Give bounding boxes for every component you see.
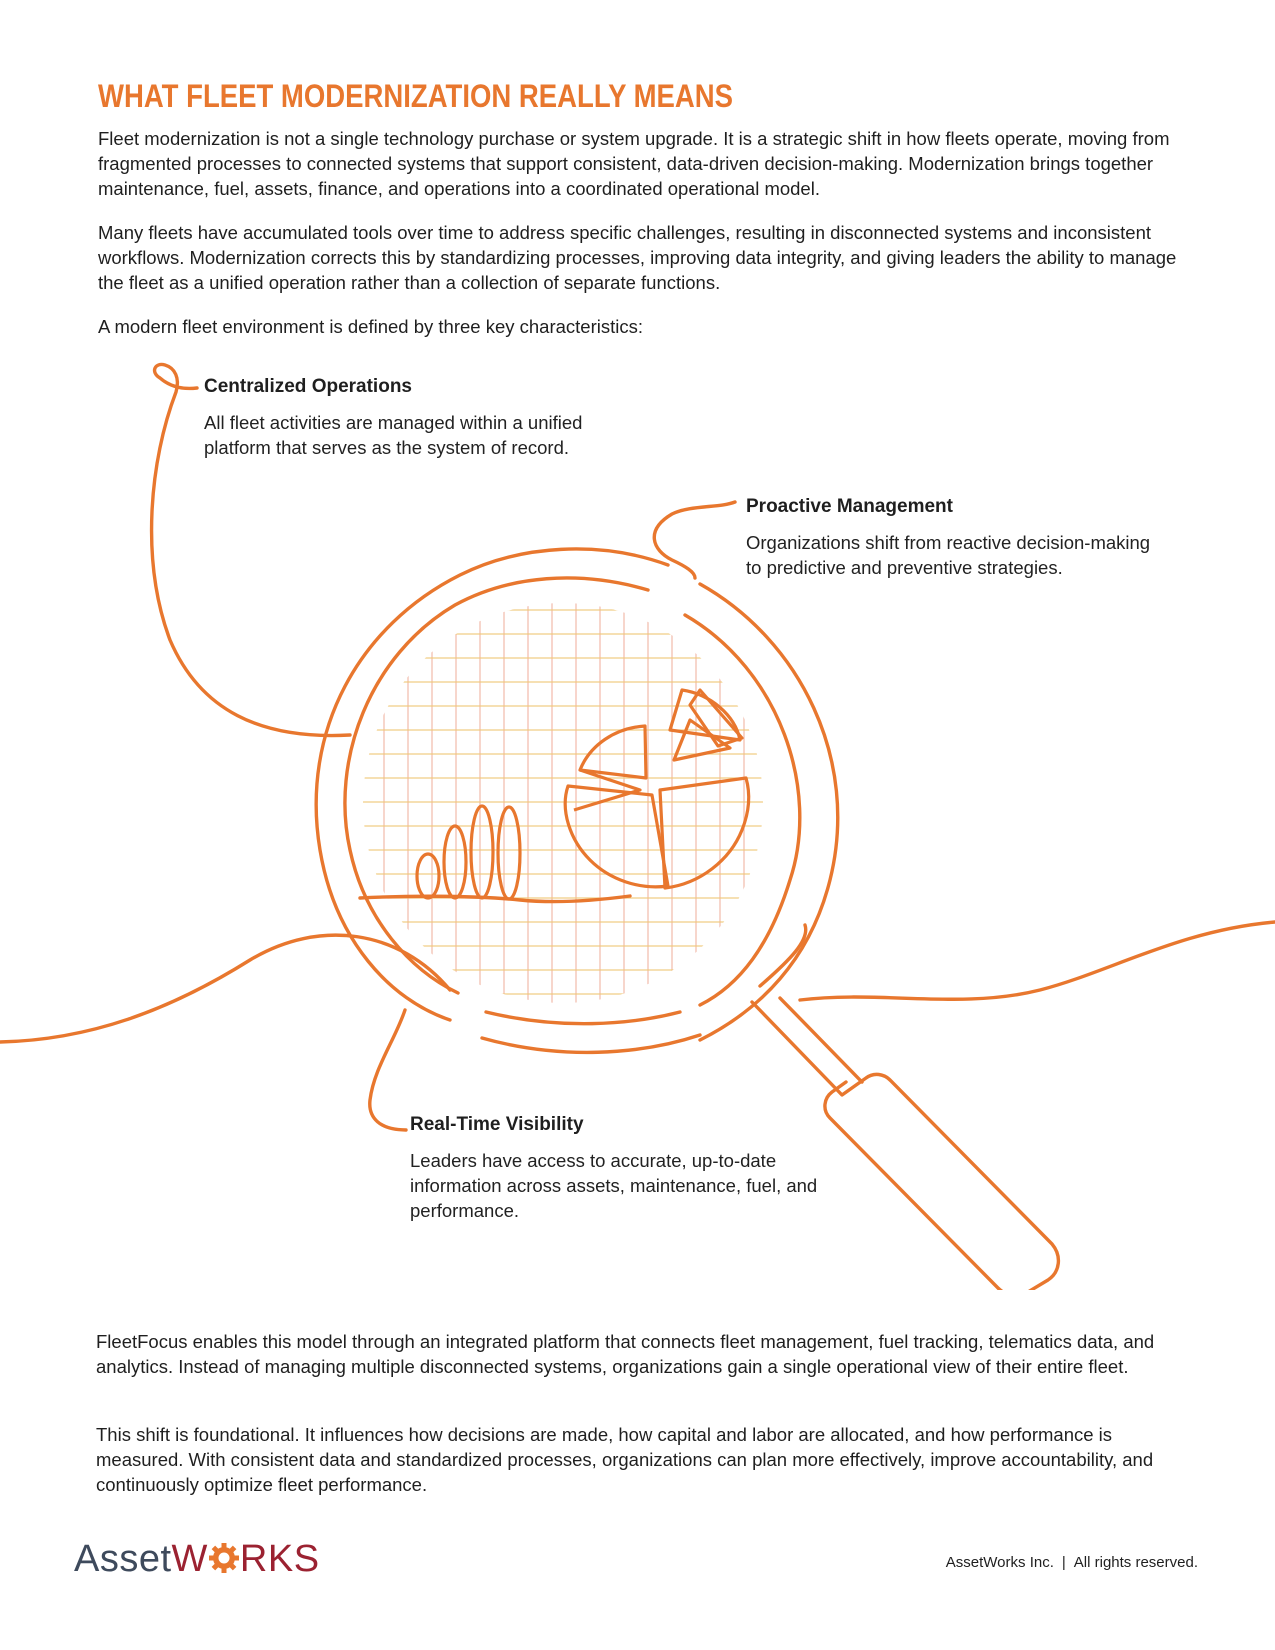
gear-icon bbox=[208, 1542, 240, 1574]
page-title: WHAT FLEET MODERNIZATION REALLY MEANS bbox=[98, 78, 733, 114]
characteristic-proactive bbox=[746, 496, 1156, 580]
assetworks-logo bbox=[74, 1538, 320, 1581]
logo-part-rks: RKS bbox=[239, 1538, 320, 1580]
closing-paragraph-2: This shift is foundational. It influences how decisions are made, how capital and labor are allocated, and how performance is measured. With consistent data and standardized processes, organizations can plan more effectively, improve accountability, and continuously optimize fleet performance. bbox=[96, 1424, 1154, 1495]
closing-paragraph-1: FleetFocus enables this model through an integrated platform that connects fleet management, fuel tracking, telematics data, and analytics. Instead of managing multiple disconnected systems, organizations gain a single operational view of their entire fleet. bbox=[96, 1331, 1155, 1377]
lens-outer-ring bbox=[700, 584, 838, 1040]
footer-company: AssetWorks Inc. bbox=[945, 1554, 1054, 1571]
characteristic-title: Centralized Operations bbox=[204, 376, 412, 397]
intro-paragraph-3: A modern fleet environment is defined by three key characteristics: bbox=[98, 316, 643, 337]
characteristic-title: Real-Time Visibility bbox=[410, 1114, 584, 1135]
characteristic-visibility bbox=[410, 1114, 830, 1223]
callout-line-proactive bbox=[654, 502, 735, 578]
pie-chart-icon bbox=[565, 690, 748, 888]
footer-rights: All rights reserved. bbox=[1073, 1554, 1198, 1571]
characteristic-centralized bbox=[204, 376, 624, 460]
characteristic-text: All fleet activities are managed within a unified platform that serves as the system of record. bbox=[204, 412, 583, 458]
intro-paragraph-1: Fleet modernization is not a single technology purchase or system upgrade. It is a strategic shift in how fleets operate, moving from fragmented processes to connected systems that support consistent, data-driven decision-making. Modernization brings together maintenance, fuel, assets, finance, and operations into a coordinated operational model. bbox=[98, 128, 1170, 199]
footer-separator: | bbox=[1061, 1554, 1066, 1571]
logo-part-w: W bbox=[171, 1538, 208, 1580]
intro-paragraph-2: Many fleets have accumulated tools over time to address specific challenges, resulting in disconnected systems and inconsistent workflows. Modernization corrects this by standardizing processes, improving data integrity, and giving leaders the ability to manage the fleet as a unified operation rather than a collection of separate functions. bbox=[98, 222, 1177, 293]
callout-line-visibility bbox=[0, 935, 450, 1042]
characteristic-text: Leaders have access to accurate, up-to-date information across assets, maintenance, fuel, and performance. bbox=[410, 1150, 818, 1221]
characteristic-title: Proactive Management bbox=[746, 496, 953, 517]
footer-copyright bbox=[946, 1554, 1198, 1571]
characteristic-text: Organizations shift from reactive decision-making to predictive and preventive strategies. bbox=[746, 532, 1151, 578]
logo-part-asset: Asset bbox=[74, 1538, 172, 1580]
